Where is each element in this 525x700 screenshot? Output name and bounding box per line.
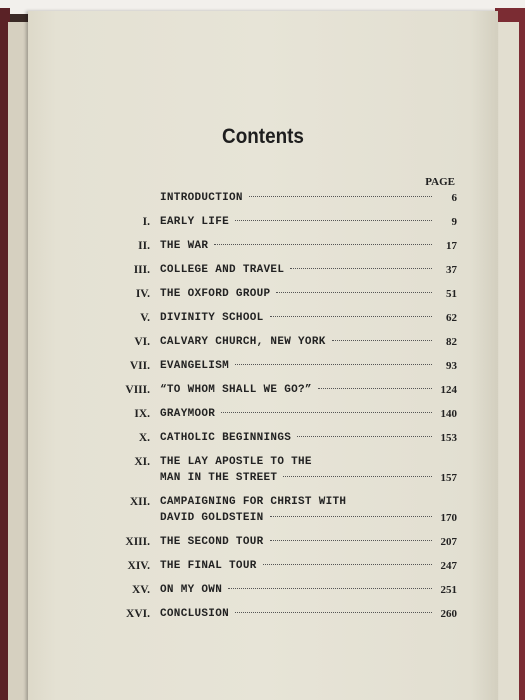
- dot-leader: [297, 436, 432, 437]
- chapter-title: ON MY OWN: [160, 584, 223, 596]
- chapter-title: MAN IN THE STREET: [160, 472, 278, 484]
- chapter-title: “TO WHOM SHALL WE GO?”: [160, 384, 312, 396]
- toc-entry: [28, 456, 498, 488]
- page-number: 153: [440, 432, 457, 444]
- chapter-title-leader: [160, 472, 432, 484]
- chapter-numeral: VI.: [134, 336, 150, 348]
- dot-leader: [283, 476, 432, 477]
- page-number: 6: [451, 192, 457, 204]
- chapter-title-leader: [160, 608, 432, 620]
- chapter-title: THE SECOND TOUR: [160, 536, 264, 548]
- chapter-title-leader: [160, 264, 432, 276]
- page-number: 37: [446, 264, 457, 276]
- dot-leader: [290, 268, 432, 269]
- dot-leader: [270, 540, 432, 541]
- page-number: 157: [440, 472, 457, 484]
- toc-entry: [28, 496, 498, 528]
- page-number: 251: [440, 584, 457, 596]
- chapter-title-leader: [160, 584, 432, 596]
- chapter-numeral: XIV.: [127, 560, 150, 572]
- chapter-numeral: IX.: [134, 408, 150, 420]
- chapter-numeral: X.: [138, 432, 150, 444]
- chapter-numeral: XV.: [131, 584, 150, 596]
- chapter-title-leader: [160, 512, 432, 524]
- chapter-numeral: XVI.: [126, 608, 150, 620]
- toc-entry: [28, 584, 498, 600]
- toc-entry: [28, 408, 498, 424]
- toc-entry: [28, 264, 498, 280]
- chapter-title: INTRODUCTION: [160, 192, 243, 204]
- chapter-title-leader: [160, 384, 432, 396]
- toc-entry: [28, 384, 498, 400]
- toc-entry: [28, 192, 498, 208]
- toc-entry: [28, 312, 498, 328]
- toc-entry: [28, 240, 498, 256]
- page-number: 62: [446, 312, 457, 324]
- chapter-numeral: IV.: [135, 288, 150, 300]
- chapter-title-leader: [160, 288, 432, 300]
- chapter-title-leader: [160, 336, 432, 348]
- dot-leader: [235, 612, 432, 613]
- toc-entry: [28, 560, 498, 576]
- chapter-numeral: VIII.: [125, 384, 150, 396]
- chapter-title: THE OXFORD GROUP: [160, 288, 271, 300]
- toc-entry: [28, 216, 498, 232]
- chapter-numeral: V.: [140, 312, 150, 324]
- contents-page: [28, 11, 498, 700]
- chapter-title: CATHOLIC BEGINNINGS: [160, 432, 292, 444]
- chapter-title: THE FINAL TOUR: [160, 560, 257, 572]
- dot-leader: [228, 588, 432, 589]
- chapter-title-line: THE LAY APOSTLE TO THE: [160, 456, 312, 468]
- dot-leader: [235, 364, 432, 365]
- page-number: 93: [446, 360, 457, 372]
- chapter-numeral: II.: [138, 240, 150, 252]
- chapter-title: EVANGELISM: [160, 360, 230, 372]
- dot-leader: [332, 340, 432, 341]
- chapter-title-leader: [160, 240, 432, 252]
- page-number: 51: [446, 288, 457, 300]
- page-number: 207: [440, 536, 457, 548]
- dot-leader: [249, 196, 432, 197]
- chapter-title-leader: [160, 408, 432, 420]
- chapter-title: THE WAR: [160, 240, 209, 252]
- toc-entry: [28, 360, 498, 376]
- page-number: 124: [440, 384, 457, 396]
- chapter-numeral: VII.: [129, 360, 150, 372]
- chapter-title: COLLEGE AND TRAVEL: [160, 264, 285, 276]
- dot-leader: [263, 564, 432, 565]
- page-number: 170: [440, 512, 457, 524]
- toc-entry: [28, 608, 498, 624]
- page-number: 17: [446, 240, 457, 252]
- page-number: 140: [440, 408, 457, 420]
- page-number: 82: [446, 336, 457, 348]
- toc-entry: [28, 288, 498, 304]
- chapter-numeral: XIII.: [125, 536, 150, 548]
- page-number: 9: [451, 216, 457, 228]
- chapter-title: DAVID GOLDSTEIN: [160, 512, 264, 524]
- chapter-title: EARLY LIFE: [160, 216, 230, 228]
- chapter-title: GRAYMOOR: [160, 408, 216, 420]
- page-title: Contents: [222, 125, 304, 148]
- chapter-title: CALVARY CHURCH, NEW YORK: [160, 336, 326, 348]
- left-page-edge: [8, 22, 30, 700]
- dot-leader: [318, 388, 432, 389]
- dot-leader: [214, 244, 432, 245]
- page-column-header: PAGE: [425, 176, 455, 188]
- chapter-title-leader: [160, 560, 432, 572]
- chapter-title-leader: [160, 432, 432, 444]
- chapter-title-leader: [160, 192, 432, 204]
- dot-leader: [270, 316, 432, 317]
- toc-entry: [28, 536, 498, 552]
- toc-entry: [28, 432, 498, 448]
- chapter-title-leader: [160, 312, 432, 324]
- chapter-numeral: III.: [133, 264, 150, 276]
- chapter-title: DIVINITY SCHOOL: [160, 312, 264, 324]
- dot-leader: [221, 412, 432, 413]
- chapter-title-leader: [160, 360, 432, 372]
- page-number: 260: [440, 608, 457, 620]
- chapter-title-line: CAMPAIGNING FOR CHRIST WITH: [160, 496, 347, 508]
- chapter-numeral: XI.: [134, 456, 150, 468]
- chapter-title: CONCLUSION: [160, 608, 230, 620]
- dot-leader: [270, 516, 432, 517]
- chapter-numeral: I.: [142, 216, 150, 228]
- dot-leader: [276, 292, 432, 293]
- dot-leader: [235, 220, 432, 221]
- chapter-title-leader: [160, 216, 432, 228]
- page-number: 247: [440, 560, 457, 572]
- chapter-title-leader: [160, 536, 432, 548]
- chapter-numeral: XII.: [129, 496, 150, 508]
- toc-entry: [28, 336, 498, 352]
